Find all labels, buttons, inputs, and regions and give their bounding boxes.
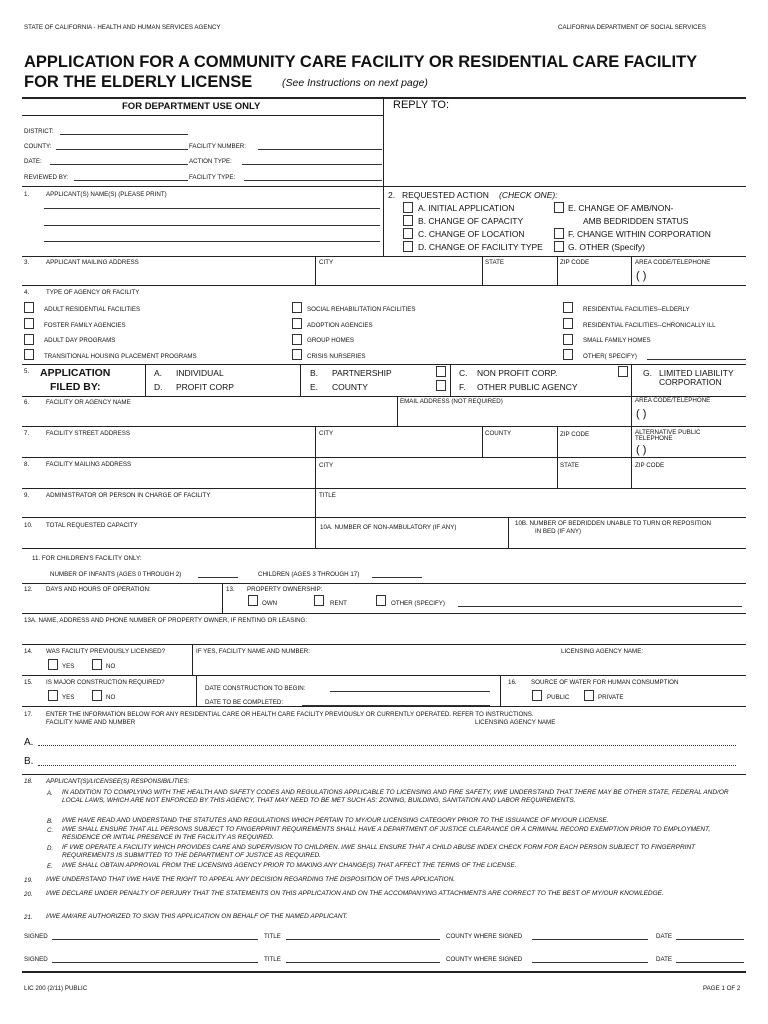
administrator-label: ADMINISTRATOR OR PERSON IN CHARGE OF FACILITY xyxy=(46,492,211,499)
title-field-2[interactable] xyxy=(286,962,440,963)
option-d-key: D. xyxy=(154,382,163,392)
checkbox-adult-residential[interactable] xyxy=(24,302,34,313)
sec15-number: 15. xyxy=(24,679,33,686)
construction-complete-field[interactable] xyxy=(302,705,490,706)
district-label: DISTRICT: xyxy=(24,128,54,135)
alt-phone-label-cont: TELEPHONE xyxy=(635,435,673,442)
row-a-field[interactable] xyxy=(38,745,736,746)
phone-label: AREA CODE/TELEPHONE xyxy=(635,259,711,266)
date-field[interactable] xyxy=(50,164,188,165)
title-field-1[interactable] xyxy=(286,939,440,940)
checkbox-transitional-housing[interactable] xyxy=(24,349,34,360)
responsibilities-label: APPLICANT(S)/LICENSEE(S) RESPONSIBILITIES: xyxy=(46,778,190,785)
check-one-note: (CHECK ONE): xyxy=(499,190,558,200)
signed-label-2: SIGNED xyxy=(24,956,48,963)
sec6-number: 6. xyxy=(24,399,30,406)
street-zip-label: ZIP CODE xyxy=(560,431,590,438)
county-signed-label-1: COUNTY WHERE SIGNED xyxy=(446,933,523,940)
licensed-no-label: NO xyxy=(106,663,116,670)
mailing-address-label: APPLICANT MAILING ADDRESS xyxy=(46,259,139,266)
checkbox-change-amb-status[interactable] xyxy=(554,202,564,213)
childrens-facility-label: 11. FOR CHILDREN'S FACILITY ONLY: xyxy=(32,555,142,562)
construction-label: IS MAJOR CONSTRUCTION REQUIRED? xyxy=(46,679,165,686)
option-crisis-nurseries: CRISIS NURSERIES xyxy=(307,353,366,360)
state-label: STATE xyxy=(485,259,505,266)
option-change-location: C. CHANGE OF LOCATION xyxy=(418,229,525,239)
option-partnership: PARTNERSHIP xyxy=(332,368,392,378)
construction-complete-label: DATE TO BE COMPLETED: xyxy=(205,699,284,706)
row-b-label: B. xyxy=(24,756,34,767)
requested-action-label: REQUESTED ACTION xyxy=(402,190,489,200)
infants-field[interactable] xyxy=(198,577,238,578)
sec14-number: 14. xyxy=(24,648,33,655)
sec5-number: 5. xyxy=(24,368,30,375)
sec21-number: 21. xyxy=(24,914,33,921)
resp-b-text: I/WE HAVE READ AND UNDERSTAND THE STATUTES AND REGULATIONS WHICH PERTAIN TO MY/OUR LICENSING CATEGORY PRIOR TO THE ISSUANCE OF MY/OUR LICENSE. xyxy=(62,817,609,824)
applicant-name-line-3[interactable] xyxy=(44,241,380,242)
sec3-number: 3. xyxy=(24,259,30,266)
checkbox-change-capacity[interactable] xyxy=(403,215,413,226)
checkbox-change-corporation[interactable] xyxy=(554,228,564,239)
resp-c-key: C. xyxy=(47,827,54,834)
department-name: CALIFORNIA DEPARTMENT OF SOCIAL SERVICES xyxy=(558,24,706,31)
option-change-facility-type: D. CHANGE OF FACILITY TYPE xyxy=(418,242,543,252)
mailing-zip-label: ZIP CODE xyxy=(635,462,665,469)
previously-licensed-label: WAS FACILITY PREVIOUSLY LICENSED? xyxy=(46,648,166,655)
row-b-field[interactable] xyxy=(38,765,736,766)
county-signed-field-2[interactable] xyxy=(532,962,648,963)
children-label: CHILDREN (AGES 3 THROUGH 17) xyxy=(258,571,360,578)
water-private-label: PRIVATE xyxy=(598,694,624,701)
option-other-public: OTHER PUBLIC AGENCY xyxy=(477,382,578,392)
checkbox-social-rehab[interactable] xyxy=(292,302,302,313)
bedridden-label-cont: IN BED (IF ANY) xyxy=(535,528,582,535)
resp-b-key: B. xyxy=(47,818,53,825)
checkbox-rent[interactable] xyxy=(314,595,324,606)
option-change-corporation: F. CHANGE WITHIN CORPORATION xyxy=(568,229,711,239)
facility-name-label: FACILITY OR AGENCY NAME xyxy=(46,399,131,406)
checkbox-other-type[interactable] xyxy=(563,349,573,360)
option-small-family: SMALL FAMILY HOMES xyxy=(583,337,651,344)
hours-label: DAYS AND HOURS OF OPERATION: xyxy=(46,586,151,593)
checkbox-licensed-no[interactable] xyxy=(92,659,102,670)
sec20-number: 20. xyxy=(24,891,33,898)
option-c-key: C. xyxy=(459,368,468,378)
option-other-ownership: OTHER (SPECIFY) xyxy=(391,600,445,607)
dept-use-heading: FOR DEPARTMENT USE ONLY xyxy=(122,101,261,112)
construction-no-label: NO xyxy=(106,694,116,701)
facility-type-field[interactable] xyxy=(244,180,382,181)
property-owner-label: 13A. NAME, ADDRESS AND PHONE NUMBER OF PROPERTY OWNER, IF RENTING OR LEASING: xyxy=(24,617,308,624)
date-label: DATE: xyxy=(24,158,42,165)
action-type-label: ACTION TYPE: xyxy=(189,158,232,165)
sec8-number: 8. xyxy=(24,461,30,468)
sec10-number: 10. xyxy=(24,522,33,529)
option-change-amb-status: E. CHANGE OF AMB/NON- xyxy=(568,203,674,213)
option-other-action: G. OTHER (Specify) xyxy=(568,242,645,252)
sec9-number: 9. xyxy=(24,492,30,499)
mailing-city-label: CITY xyxy=(319,462,334,469)
signature-field-1[interactable] xyxy=(52,939,258,940)
phone-area-code[interactable]: ( ) xyxy=(636,270,647,282)
option-f-key: F. xyxy=(459,382,466,392)
sec18-number: 18. xyxy=(24,778,33,785)
signed-label-1: SIGNED xyxy=(24,933,48,940)
county-field[interactable] xyxy=(56,149,188,150)
checkbox-change-facility-type[interactable] xyxy=(403,241,413,252)
county-label: COUNTY: xyxy=(24,143,52,150)
construction-begin-label: DATE CONSTRUCTION TO BEGIN: xyxy=(205,685,306,692)
checkbox-adoption[interactable] xyxy=(292,318,302,329)
ownership-label: PROPERTY OWNERSHIP: xyxy=(247,586,323,593)
option-rcfe: RESIDENTIAL FACILITIES--ELDERLY xyxy=(583,306,690,313)
option-change-capacity: B. CHANGE OF CAPACITY xyxy=(418,216,524,226)
option-a-key: A. xyxy=(154,368,163,378)
checkbox-construction-yes[interactable] xyxy=(48,690,58,701)
perjury-declaration-text: I/WE DECLARE UNDER PENALTY OF PERJURY THAT THE STATEMENTS ON THIS APPLICATION AND ON THE ACCOMPANYING ATTACHMENTS ARE CORRECT TO THE BEST OF MY/OUR KNOWLEDGE. xyxy=(46,890,664,897)
checkbox-small-family[interactable] xyxy=(563,334,573,345)
checkbox-adult-day[interactable] xyxy=(24,334,34,345)
checkbox-construction-no[interactable] xyxy=(92,690,102,701)
application-filed-label: APPLICATION xyxy=(40,367,111,379)
checkbox-crisis-nurseries[interactable] xyxy=(292,349,302,360)
resp-e-key: E. xyxy=(47,863,53,870)
option-own: OWN xyxy=(262,600,278,607)
option-e-key: E. xyxy=(310,382,319,392)
reply-to-label: REPLY TO: xyxy=(393,99,450,111)
applicant-name-label: APPLICANT(S) NAME(S) (PLEASE PRINT) xyxy=(46,191,167,198)
other-ownership-field[interactable] xyxy=(458,606,742,607)
facility-name-number-label: IF YES, FACILITY NAME AND NUMBER: xyxy=(196,648,310,655)
filed-by-label: FILED BY: xyxy=(50,381,101,393)
checkbox-llc[interactable] xyxy=(618,366,628,377)
licensing-agency-col: LICENSING AGENCY NAME xyxy=(475,719,556,726)
water-public-label: PUBLIC xyxy=(547,694,570,701)
sec7-number: 7. xyxy=(24,430,30,437)
option-transitional-housing: TRANSITIONAL HOUSING PLACEMENT PROGRAMS xyxy=(44,353,197,360)
checkbox-initial-application[interactable] xyxy=(403,202,413,213)
bedridden-label: 10B. NUMBER OF BEDRIDDEN UNABLE TO TURN OR REPOSITION xyxy=(515,520,711,527)
resp-a-key: A. xyxy=(47,790,53,797)
option-social-rehab: SOCIAL REHABILITATION FACILITIES xyxy=(307,306,416,313)
licensing-agency-label: LICENSING AGENCY NAME: xyxy=(561,648,644,655)
sec2-number: 2. xyxy=(388,190,396,200)
date-field-1[interactable] xyxy=(676,939,744,940)
facility-mailing-label: FACILITY MAILING ADDRESS xyxy=(46,461,132,468)
option-llc-cont: CORPORATION xyxy=(659,377,722,387)
option-initial-application: A. INITIAL APPLICATION xyxy=(418,203,515,213)
date-label-1: DATE xyxy=(656,933,673,940)
agency-type-label: TYPE OF AGENCY OR FACILITY xyxy=(46,289,140,296)
checkbox-other-action[interactable] xyxy=(554,241,564,252)
checkbox-water-public[interactable] xyxy=(532,690,542,701)
resp-a-text: IN ADDITION TO COMPLYING WITH THE HEALTH AND SAFETY CODES AND REGULATIONS APPLICABLE TO LICENSING AND FIRE SAFETY, I/WE UNDERSTAND THAT THERE MAY BE OTHER STATE, FEDERAL AND/OR LOCAL LAWS, WHICH ARE NOT ENFORCED BY THIS AGENCY, THAT MAY NEED TO BE MET SUCH AS: ZONING, BUILDING, SANITATION AND LABOR REQUIREMENTS. xyxy=(62,789,729,804)
alt-phone-label: ALTERNATIVE PUBLIC xyxy=(635,429,701,436)
checkbox-other-ownership[interactable] xyxy=(376,595,386,606)
county-signed-field-1[interactable] xyxy=(532,939,648,940)
date-label-2: DATE xyxy=(656,956,673,963)
sec1-number: 1. xyxy=(24,191,30,198)
option-llc: LIMITED LIABILITY xyxy=(659,368,734,378)
checkbox-chronically-ill[interactable] xyxy=(563,318,573,329)
non-ambulatory-label: 10A. NUMBER OF NON-AMBULATORY (IF ANY) xyxy=(320,524,457,531)
checkbox-group-homes[interactable] xyxy=(292,334,302,345)
option-adult-day: ADULT DAY PROGRAMS xyxy=(44,337,116,344)
district-field[interactable] xyxy=(60,134,188,135)
instructions-note: (See Instructions on next page) xyxy=(282,77,428,89)
children-field[interactable] xyxy=(372,577,422,578)
checkbox-non-profit[interactable] xyxy=(436,366,446,377)
water-source-label: SOURCE OF WATER FOR HUMAN CONSUMPTION xyxy=(531,679,679,686)
option-other-type: OTHER( SPECIFY) xyxy=(583,353,637,360)
sec16-number: 16. xyxy=(508,679,517,686)
admin-title-label: TITLE xyxy=(319,492,336,499)
option-change-amb-status-cont: AMB BEDRIDDEN STATUS xyxy=(583,216,689,226)
signature-field-2[interactable] xyxy=(52,962,258,963)
option-chronically-ill: RESIDENTIAL FACILITIES--CHRONICALLY ILL xyxy=(583,322,716,329)
facility-number-label: FACILITY NUMBER: xyxy=(189,143,246,150)
page-number: PAGE 1 OF 2 xyxy=(703,985,741,992)
facility-name-number-col: FACILITY NAME AND NUMBER xyxy=(46,719,136,726)
row-a-label: A. xyxy=(24,737,34,748)
checkbox-rcfe[interactable] xyxy=(563,302,573,313)
city-label: CITY xyxy=(319,259,334,266)
option-non-profit: NON PROFIT CORP. xyxy=(477,368,558,378)
applicant-name-line-2[interactable] xyxy=(44,225,380,226)
facility-type-label: FACILITY TYPE: xyxy=(189,174,236,181)
previous-facilities-instruction: ENTER THE INFORMATION BELOW FOR ANY RESIDENTIAL CARE OR HEALTH CARE FACILITY PREVIOUSLY OR CURRENTLY OPERATED. REFER TO INSTRUCTIONS. xyxy=(46,711,534,718)
option-adoption: ADOPTION AGENCIES xyxy=(307,322,373,329)
checkbox-own[interactable] xyxy=(248,595,258,606)
checkbox-change-location[interactable] xyxy=(403,228,413,239)
option-g-key: G. xyxy=(643,368,652,378)
option-adult-residential: ADULT RESIDENTIAL FACILITIES xyxy=(44,306,141,313)
sec4-number: 4. xyxy=(24,289,30,296)
sec13-number: 13. xyxy=(226,586,235,593)
option-group-homes: GROUP HOMES xyxy=(307,337,354,344)
authorization-text: I/WE AM/ARE AUTHORIZED TO SIGN THIS APPLICATION ON BEHALF OF THE NAMED APPLICANT. xyxy=(46,913,348,920)
street-county-label: COUNTY xyxy=(485,430,512,437)
sec17-number: 17. xyxy=(24,711,33,718)
title-label-1: TITLE xyxy=(264,933,281,940)
title-label-2: TITLE xyxy=(264,956,281,963)
date-field-2[interactable] xyxy=(676,962,744,963)
action-type-field[interactable] xyxy=(242,164,382,165)
other-type-field[interactable] xyxy=(647,359,746,360)
alt-phone-area-code[interactable]: ( ) xyxy=(636,444,647,456)
infants-label: NUMBER OF INFANTS (AGES 0 THROUGH 2) xyxy=(50,571,182,578)
mailing-state-label: STATE xyxy=(560,462,580,469)
county-signed-label-2: COUNTY WHERE SIGNED xyxy=(446,956,523,963)
licensed-yes-label: YES xyxy=(62,663,75,670)
facility-number-field[interactable] xyxy=(258,149,382,150)
construction-yes-label: YES xyxy=(62,694,75,701)
resp-e-text: I/WE SHALL OBTAIN APPROVAL FROM THE LICENSING AGENCY PRIOR TO MAKING ANY CHANGE(S) THAT AFFECT THE TERMS OF THE LICENSE. xyxy=(62,862,517,869)
resp-d-text: IF I/WE OPERATE A FACILITY WHICH PROVIDES CARE AND SUPERVISION TO CHILDREN. I/WE SHALL ENSURE THAT A CHILD ABUSE INDEX CHECK FORM FOR EACH PERSON SUBJECT TO FINGERPRINT REQUIREMENTS IS SUBMITTED TO THE DEPARTMENT OF JUSTICE AS REQUIRED. xyxy=(62,844,696,859)
option-foster-family: FOSTER FAMILY AGENCIES xyxy=(44,322,126,329)
street-address-label: FACILITY STREET ADDRESS xyxy=(46,430,131,437)
checkbox-foster-family[interactable] xyxy=(24,318,34,329)
option-b-key: B. xyxy=(310,368,319,378)
form-title-line1: APPLICATION FOR A COMMUNITY CARE FACILITY OR RESIDENTIAL CARE FACILITY xyxy=(24,53,698,71)
applicant-name-line-1[interactable] xyxy=(44,208,380,209)
total-capacity-label: TOTAL REQUESTED CAPACITY xyxy=(46,522,138,529)
option-individual: INDIVIDUAL xyxy=(176,368,224,378)
option-county: COUNTY xyxy=(332,382,368,392)
appeal-right-text: I/WE UNDERSTAND THAT I/WE HAVE THE RIGHT TO APPEAL ANY DECISION REGARDING THE DISPOSITION OF THIS APPLICATION. xyxy=(46,876,456,883)
facility-phone-label: AREA CODE/TELEPHONE xyxy=(635,397,711,404)
option-rent: RENT xyxy=(330,600,347,607)
agency-name: STATE OF CALIFORNIA - HEALTH AND HUMAN SERVICES AGENCY xyxy=(24,24,221,31)
construction-begin-field[interactable] xyxy=(330,691,490,692)
reviewed-by-label: REVIEWED BY: xyxy=(24,174,69,181)
sec19-number: 19. xyxy=(24,877,33,884)
zip-label: ZIP CODE xyxy=(560,259,590,266)
checkbox-other-public[interactable] xyxy=(436,380,446,391)
checkbox-water-private[interactable] xyxy=(584,690,594,701)
resp-d-key: D. xyxy=(47,845,54,852)
sec12-number: 12. xyxy=(24,586,33,593)
reviewed-by-field[interactable] xyxy=(74,180,188,181)
email-label: EMAIL ADDRESS (NOT REQUIRED) xyxy=(400,398,503,405)
facility-phone-area-code[interactable]: ( ) xyxy=(636,408,647,420)
resp-c-text: I/WE SHALL ENSURE THAT ALL PERSONS SUBJECT TO FINGERPRINT REQUIREMENTS SHALL HAVE A DEPARTMENT OF JUSTICE CLEARANCE OR A CRIMINAL RECORD EXEMPTION PRIOR TO EMPLOYMENT, RESIDENCE OR INITIAL PRESENCE IN THE FACILITY AS REQUIRED. xyxy=(62,826,711,841)
form-number: LIC 200 (2/11) PUBLIC xyxy=(24,985,88,992)
option-profit-corp: PROFIT CORP xyxy=(176,382,234,392)
form-title-line2: FOR THE ELDERLY LICENSE xyxy=(24,73,253,91)
street-city-label: CITY xyxy=(319,430,334,437)
checkbox-licensed-yes[interactable] xyxy=(48,659,58,670)
